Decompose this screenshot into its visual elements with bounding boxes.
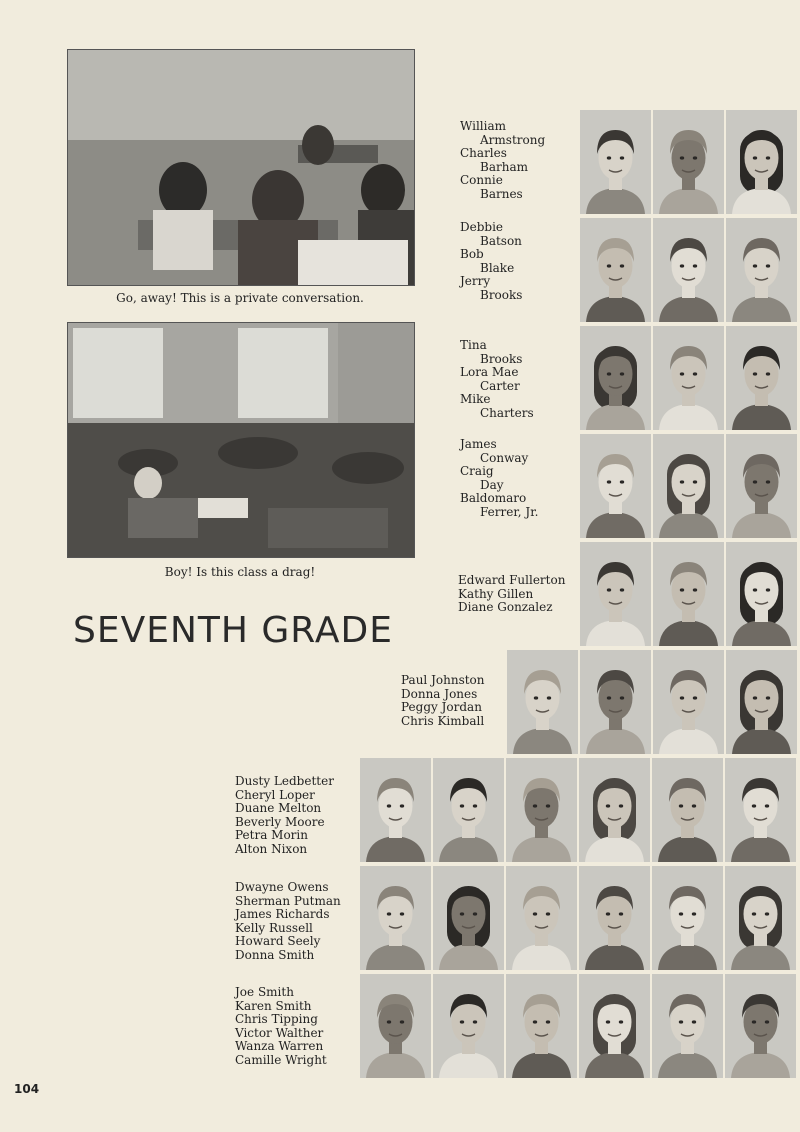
student-portrait xyxy=(726,434,797,538)
student-portrait xyxy=(653,434,724,538)
student-name: Lora Mae xyxy=(460,365,519,380)
student-name: Beverly Moore xyxy=(235,814,325,829)
student-portrait xyxy=(725,974,796,1078)
student-name: Donna Smith xyxy=(235,947,315,962)
student-name: Craig xyxy=(460,464,494,479)
student-name: Dusty Ledbetter xyxy=(235,774,334,788)
candid-photo-conversation xyxy=(67,49,415,286)
name-group-9 xyxy=(235,986,327,1068)
student-name: Barnes xyxy=(480,186,523,201)
student-portrait xyxy=(652,758,723,862)
student-name: James Richards xyxy=(235,907,330,922)
student-name: Connie xyxy=(460,173,503,188)
student-portrait xyxy=(653,110,724,214)
student-portrait xyxy=(360,758,431,862)
student-name: Barham xyxy=(480,159,528,174)
student-portrait xyxy=(360,866,431,970)
student-name: Camille Wright xyxy=(235,1052,327,1067)
student-portrait xyxy=(580,326,651,430)
student-portrait xyxy=(725,758,796,862)
student-name: Chris Tipping xyxy=(235,1012,318,1027)
student-name: Dwayne Owens xyxy=(235,880,329,894)
student-portrait xyxy=(726,218,797,322)
candid-caption-1: Go, away! This is a private conversation. xyxy=(116,291,364,305)
student-name: Ferrer, Jr. xyxy=(480,504,539,519)
student-name: Cheryl Loper xyxy=(235,787,315,802)
student-name: Bob xyxy=(460,247,484,262)
student-portrait xyxy=(506,974,577,1078)
candid-caption-2: Boy! Is this class a drag! xyxy=(164,565,316,579)
name-group-8 xyxy=(235,881,341,963)
student-name: Alton Nixon xyxy=(235,841,308,856)
student-name: Donna Jones xyxy=(401,686,478,701)
student-name: Batson xyxy=(480,233,522,248)
student-name: Chris Kimball xyxy=(401,713,485,728)
student-portrait xyxy=(580,542,651,646)
student-portrait xyxy=(579,866,650,970)
student-name: Edward Fullerton xyxy=(458,573,566,587)
student-name: James xyxy=(460,437,497,451)
student-portrait xyxy=(360,974,431,1078)
page-title: SEVENTH GRADE xyxy=(73,610,393,651)
student-name: Karen Smith xyxy=(235,998,312,1013)
student-name: Brooks xyxy=(480,287,523,302)
name-group-4 xyxy=(460,438,538,520)
student-name: Duane Melton xyxy=(235,801,322,816)
student-portrait xyxy=(580,110,651,214)
name-group-6 xyxy=(401,674,485,728)
student-portrait xyxy=(725,866,796,970)
student-portrait xyxy=(507,650,578,754)
student-portrait xyxy=(726,110,797,214)
candid-photo-classroom xyxy=(67,322,415,558)
student-portrait xyxy=(506,866,577,970)
student-name: Paul Johnston xyxy=(401,673,485,687)
student-portrait xyxy=(726,542,797,646)
student-name: Wanza Warren xyxy=(235,1039,324,1054)
student-name: Armstrong xyxy=(480,132,546,147)
student-name: Brooks xyxy=(480,351,523,366)
student-portrait xyxy=(433,758,504,862)
student-portrait xyxy=(579,974,650,1078)
student-portrait xyxy=(579,758,650,862)
student-portrait xyxy=(652,866,723,970)
student-name: Kathy Gillen xyxy=(458,586,534,601)
student-name: Diane Gonzalez xyxy=(458,600,553,615)
student-name: Baldomaro xyxy=(460,491,527,506)
student-name: William xyxy=(460,119,507,133)
student-portrait xyxy=(726,326,797,430)
student-name: Day xyxy=(480,477,504,492)
student-portrait xyxy=(433,974,504,1078)
student-portrait xyxy=(580,434,651,538)
student-name: Conway xyxy=(480,450,529,465)
student-name: Peggy Jordan xyxy=(401,700,482,715)
student-name: Kelly Russell xyxy=(235,920,313,935)
student-name: Sherman Putman xyxy=(235,893,341,908)
student-name: Joe Smith xyxy=(235,985,294,999)
student-portrait xyxy=(653,326,724,430)
student-portrait xyxy=(653,218,724,322)
student-portrait xyxy=(652,974,723,1078)
student-portrait xyxy=(726,650,797,754)
student-portrait xyxy=(433,866,504,970)
student-name: Mike xyxy=(460,392,491,407)
name-group-2 xyxy=(460,221,522,303)
student-name: Petra Morin xyxy=(235,828,308,843)
student-name: Charles xyxy=(460,146,507,161)
name-group-5 xyxy=(458,574,565,615)
name-group-3 xyxy=(460,339,534,421)
student-name: Tina xyxy=(460,338,487,352)
student-name: Debbie xyxy=(460,220,504,234)
student-portrait xyxy=(580,650,651,754)
student-portrait xyxy=(580,218,651,322)
student-name: Howard Seely xyxy=(235,934,321,949)
page-number: 104 xyxy=(14,1082,40,1096)
student-name: Charters xyxy=(480,405,534,420)
student-portrait xyxy=(506,758,577,862)
student-portrait xyxy=(653,542,724,646)
student-portrait xyxy=(653,650,724,754)
student-name: Carter xyxy=(480,378,520,393)
student-name: Jerry xyxy=(460,274,491,289)
name-group-7 xyxy=(235,775,334,857)
student-name: Victor Walther xyxy=(235,1025,324,1040)
student-name: Blake xyxy=(480,260,515,275)
name-group-1 xyxy=(460,120,545,202)
